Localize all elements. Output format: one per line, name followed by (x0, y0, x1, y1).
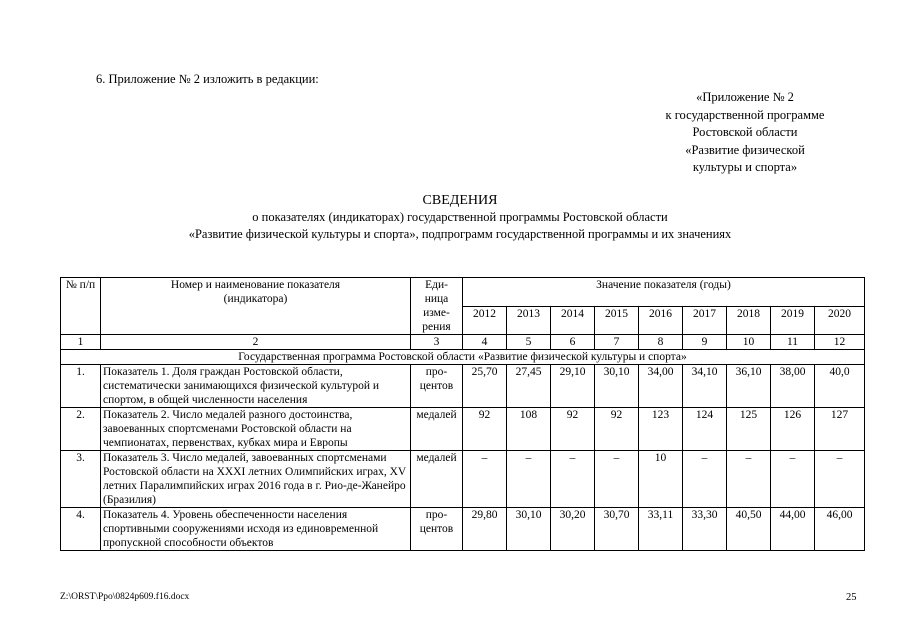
col-number: 4 (463, 335, 507, 350)
col-number: 7 (595, 335, 639, 350)
year-cell: 2019 (771, 306, 815, 335)
appendix-line: Ростовской области (692, 125, 798, 139)
value-cell: 44,00 (771, 508, 815, 551)
col-number: 10 (727, 335, 771, 350)
value-cell: 33,11 (639, 508, 683, 551)
value-cell: 126 (771, 408, 815, 451)
col-number: 11 (771, 335, 815, 350)
value-cell: – (595, 451, 639, 508)
heading-title: СВЕДЕНИЯ (422, 193, 498, 208)
appendix-line: культуры и спорта» (692, 160, 798, 174)
value-cell: – (551, 451, 595, 508)
value-cell: – (815, 451, 865, 508)
appendix-line: «Развитие физической (685, 142, 805, 157)
value-cell: 125 (727, 408, 771, 451)
value-cell: 33,30 (683, 508, 727, 551)
indicators-table (60, 277, 865, 551)
year-cell: 2014 (551, 306, 595, 335)
table-row (61, 408, 865, 451)
section-row (61, 350, 865, 365)
value-cell: 124 (683, 408, 727, 451)
table-row (61, 451, 865, 508)
value-cell: 30,10 (507, 508, 551, 551)
value-cell: 108 (507, 408, 551, 451)
indicator-unit: медалей (411, 408, 463, 451)
heading-line: о показателях (индикаторах) государственной программы Ростовской области (252, 210, 668, 224)
value-cell: 38,00 (771, 365, 815, 408)
row-number: 3. (61, 451, 101, 508)
intro-text: 6. Приложение № 2 изложить в редакции: (96, 72, 319, 86)
year-cell: 2017 (683, 306, 727, 335)
value-cell: 30,70 (595, 508, 639, 551)
indicator-name: Показатель 1. Доля граждан Ростовской области, систематически занимающихся физической культурой и спортом, в общей численности населения (101, 365, 411, 408)
value-cell: 123 (639, 408, 683, 451)
value-cell: 40,0 (815, 365, 865, 408)
value-cell: 10 (639, 451, 683, 508)
value-cell: 34,10 (683, 365, 727, 408)
value-cell: – (683, 451, 727, 508)
col-number: 1 (61, 335, 101, 350)
indicator-name: Показатель 2. Число медалей разного достоинства, завоеванных спортсменами Ростовской области на чемпионатах, первенствах, кубках мира и Европы (101, 408, 411, 451)
header-name: Номер и наименование показателя (индикатора) (101, 278, 411, 335)
col-number: 9 (683, 335, 727, 350)
year-cell: 2018 (727, 306, 771, 335)
year-cell: 2012 (463, 306, 507, 335)
indicator-unit: медалей (411, 451, 463, 508)
header-row (61, 278, 865, 307)
year-cell: 2015 (595, 306, 639, 335)
table-row (61, 365, 865, 408)
file-path: Z:\ORST\Ppo\0824p609.f16.docx (60, 592, 190, 602)
value-cell: 127 (815, 408, 865, 451)
row-number: 2. (61, 408, 101, 451)
col-number: 12 (815, 335, 865, 350)
row-number: 4. (61, 508, 101, 551)
heading-line: «Развитие физической культуры и спорта», подпрограмм государственной программы и их значениях (188, 227, 732, 241)
value-cell: 34,00 (639, 365, 683, 408)
year-cell: 2013 (507, 306, 551, 335)
value-cell: 27,45 (507, 365, 551, 408)
indicator-unit: про-центов (411, 508, 463, 551)
appendix-line: «Приложение № 2 (696, 90, 794, 104)
indicator-name: Показатель 4. Уровень обеспеченности населения спортивными сооружениями исходя из единовременной пропускной способности объектов (101, 508, 411, 551)
value-cell: – (727, 451, 771, 508)
col-number: 8 (639, 335, 683, 350)
value-cell: 40,50 (727, 508, 771, 551)
header-number: № п/п (61, 278, 101, 335)
col-number: 2 (101, 335, 411, 350)
value-cell: 36,10 (727, 365, 771, 408)
row-number: 1. (61, 365, 101, 408)
value-cell: 46,00 (815, 508, 865, 551)
header-value: Значение показателя (годы) (463, 278, 865, 307)
value-cell: – (507, 451, 551, 508)
page-number: 25 (846, 592, 857, 603)
value-cell: 29,10 (551, 365, 595, 408)
col-number: 3 (411, 335, 463, 350)
col-number: 6 (551, 335, 595, 350)
header-unit: Еди-ница изме-рения (411, 278, 463, 335)
value-cell: 30,20 (551, 508, 595, 551)
table-row (61, 508, 865, 551)
value-cell: 30,10 (595, 365, 639, 408)
col-number: 5 (507, 335, 551, 350)
indicator-name: Показатель 3. Число медалей, завоеванных спортсменами Ростовской области на XXXI летних Олимпийских играх, XV летних Паралимпийских играх 2016 года в г. Рио-де-Жанейро (Бразилия) (101, 451, 411, 508)
section-title: Государственная программа Ростовской области «Развитие физической культуры и спорта» (61, 350, 865, 365)
appendix-caption (620, 89, 870, 177)
year-cell: 2016 (639, 306, 683, 335)
value-cell: 29,80 (463, 508, 507, 551)
indicator-unit: про-центов (411, 365, 463, 408)
value-cell: 92 (595, 408, 639, 451)
value-cell: 25,70 (463, 365, 507, 408)
value-cell: – (463, 451, 507, 508)
appendix-line: к государственной программе (665, 107, 825, 122)
value-cell: 92 (551, 408, 595, 451)
value-cell: – (771, 451, 815, 508)
column-number-row (61, 335, 865, 350)
document-heading (60, 192, 860, 243)
value-cell: 92 (463, 408, 507, 451)
year-cell: 2020 (815, 306, 865, 335)
